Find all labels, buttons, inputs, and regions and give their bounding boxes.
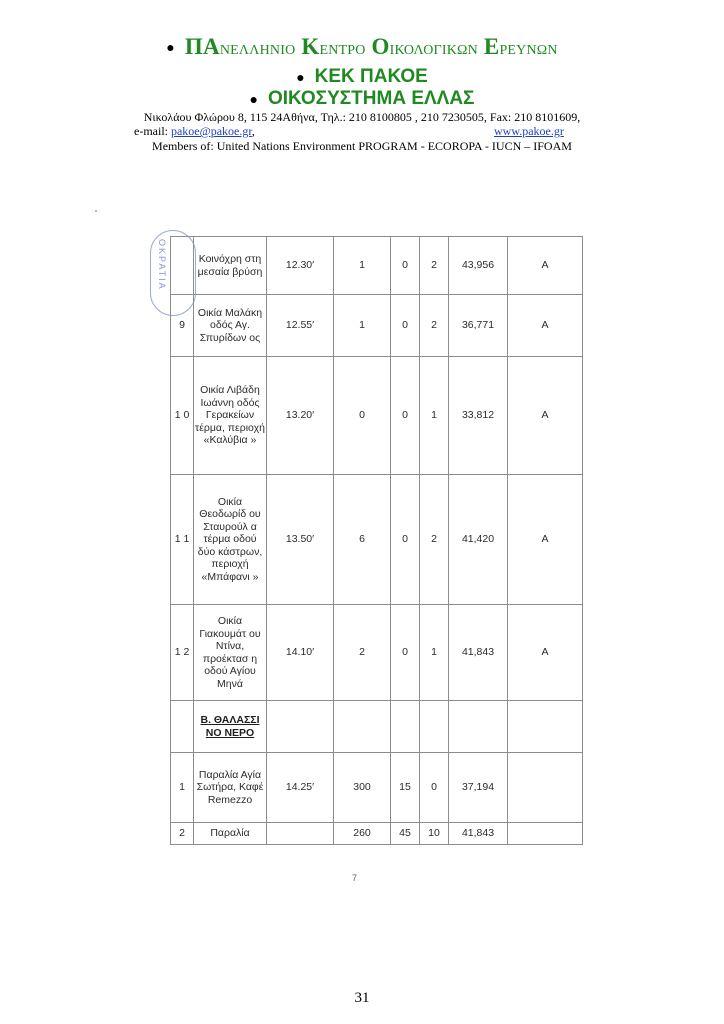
value-cell: 6 (334, 475, 391, 605)
time-cell: 13.20′ (267, 357, 334, 475)
value-cell: 0 (391, 605, 420, 701)
section-header-row (171, 701, 583, 753)
org-name-initial: Ε (483, 34, 500, 59)
email-line: e-mail: pakoe@pakoe.gr, (134, 124, 255, 138)
value-cell: 0 (391, 475, 420, 605)
value-cell: 41,420 (449, 475, 508, 605)
table-row (171, 753, 583, 823)
org-name-initial: Ο (371, 34, 390, 59)
value-cell: 37,194 (449, 753, 508, 823)
value-cell: 260 (334, 823, 391, 845)
value-cell: 0 (391, 237, 420, 295)
row-number: 1 (171, 753, 194, 823)
time-cell: 14.10′ (267, 605, 334, 701)
location-cell: Παραλία Αγία Σωτήρα, Καφέ Remezzo (194, 753, 267, 823)
section-header: Β. ΘΑΛΑΣΣΙ ΝΟ ΝΕΡΟ (194, 701, 267, 753)
address-line: Νικολάου Φλώρου 8, 115 24Αθήνα, Τηλ.: 210 8100805 , 210 7230505, Fax: 210 8101609, (143, 110, 581, 124)
value-cell: 0 (334, 357, 391, 475)
scan-speck (95, 210, 97, 212)
value-cell: 1 (420, 605, 449, 701)
value-cell: 1 (334, 237, 391, 295)
row-number: 2 (171, 823, 194, 845)
value-cell (391, 701, 420, 753)
time-cell: 13.50′ (267, 475, 334, 605)
value-cell: 1 (334, 295, 391, 357)
row-number (171, 701, 194, 753)
time-cell (267, 823, 334, 845)
value-cell: 2 (420, 295, 449, 357)
location-cell: Οικία Θεοδωρίδ ου Σταυρούλ α τέρμα οδού δύο κάστρων, περιοχή «Μπάφανι » (194, 475, 267, 605)
row-number: 1 2 (171, 605, 194, 701)
page-number: 31 (354, 990, 370, 1006)
value-cell: 2 (420, 237, 449, 295)
org-name-rest: ΡΕΥΝΩΝ (499, 43, 558, 58)
bullet-icon: ● (249, 90, 258, 107)
measurement-table (170, 236, 583, 845)
organization-name (0, 34, 724, 60)
value-cell: 0 (391, 295, 420, 357)
row-number (171, 237, 194, 295)
value-cell: 43,956 (449, 237, 508, 295)
value-cell: 41,843 (449, 605, 508, 701)
website-link[interactable]: www.pakoe.gr (494, 124, 564, 138)
stamp-text: ΟΚΡΑΤΙΑ (157, 239, 167, 291)
value-cell (449, 701, 508, 753)
value-cell: 36,771 (449, 295, 508, 357)
row-number: 1 0 (171, 357, 194, 475)
email-label: e-mail: (134, 124, 168, 138)
category-cell: A (508, 357, 583, 475)
table-row (171, 295, 583, 357)
subtitle-kek (0, 66, 724, 88)
email-link[interactable]: pakoe@pakoe.gr (170, 124, 252, 138)
category-cell (508, 701, 583, 753)
org-name-initial: Κ (301, 34, 320, 59)
value-cell: 0 (391, 357, 420, 475)
value-cell: 41,843 (449, 823, 508, 845)
members-line: Members of: United Nations Environment PROGRAM - ECOROPA - IUCN – IFOAM (152, 139, 572, 153)
category-cell (508, 753, 583, 823)
location-cell: Οικία Λιβάδη Ιωάννη οδός Γερακείων τέρμα, περιοχή «Καλύβια » (194, 357, 267, 475)
value-cell: 2 (334, 605, 391, 701)
category-cell (508, 823, 583, 845)
scanned-page-number: 7 (352, 873, 358, 883)
table-row (171, 475, 583, 605)
category-cell: A (508, 475, 583, 605)
value-cell: 33,812 (449, 357, 508, 475)
category-cell: A (508, 605, 583, 701)
value-cell: 45 (391, 823, 420, 845)
value-cell: 15 (391, 753, 420, 823)
time-cell (267, 701, 334, 753)
subtitle-ecosystem (0, 88, 724, 110)
org-name-rest: ΝΕΛΛΗΝΙΟ (219, 43, 296, 58)
value-cell: 1 (420, 357, 449, 475)
value-cell (334, 701, 391, 753)
value-cell: 0 (420, 753, 449, 823)
location-cell: Οικία Γιακουμάτ ου Ντίνα, προέκτασ η οδού Αγίου Μηνά (194, 605, 267, 701)
value-cell: 2 (420, 475, 449, 605)
time-cell: 14.25′ (267, 753, 334, 823)
website-line (494, 124, 564, 139)
category-cell: A (508, 237, 583, 295)
time-cell: 12.55′ (267, 295, 334, 357)
value-cell (420, 701, 449, 753)
location-cell: Οικία Μαλάκη οδός Αγ. Σπυρίδων ος (194, 295, 267, 357)
org-name-rest: ΙΚΟΛΟΓΙΚΩΝ (389, 43, 478, 58)
value-cell: 300 (334, 753, 391, 823)
location-cell: Παραλία (194, 823, 267, 845)
subtitle-text: ΟΙΚΟΣΥΣΤΗΜΑ ΕΛΛΑΣ (268, 88, 475, 109)
value-cell: 10 (420, 823, 449, 845)
row-number: 1 1 (171, 475, 194, 605)
table-row (171, 605, 583, 701)
bullet-icon: ● (296, 68, 305, 85)
row-number: 9 (171, 295, 194, 357)
subtitle-text: ΚΕΚ ΠΑΚΟΕ (314, 66, 428, 87)
table-row (171, 357, 583, 475)
table-row (171, 237, 583, 295)
category-cell: A (508, 295, 583, 357)
org-name-rest: ΕΝΤΡΟ (319, 43, 366, 58)
table-row (171, 823, 583, 845)
time-cell: 12.30′ (267, 237, 334, 295)
org-name-initial: ΠΑ (184, 34, 220, 59)
location-cell: Κοινόχρη στη μεσαία βρύση (194, 237, 267, 295)
bullet-icon: ● (166, 40, 175, 56)
